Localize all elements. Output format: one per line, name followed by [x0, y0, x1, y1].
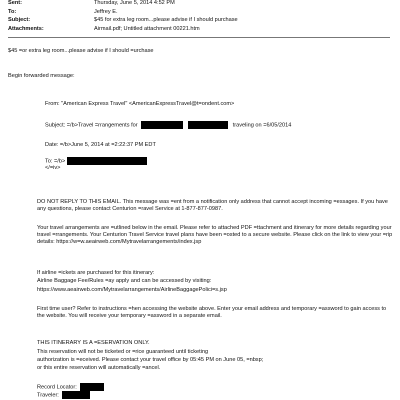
forwarded-from: From: "American Express Travel" <AmericanExpressTravel@t=ondent.com> — [45, 101, 235, 107]
attachments-value: Airmail.pdf; Untitled attachment 00221.htm — [94, 25, 200, 32]
intro-line: $45 =or extra leg room...please advise if I should =urchase — [8, 48, 154, 54]
subject-label: Subject: — [8, 17, 31, 23]
reservation-line-3: authorization is =eceived. Please contact your travel office by 05:45 PM on June 05, =nbsp; — [37, 357, 264, 363]
baggage-line-1: If airline =ickets are purchased for this itinerary: — [37, 270, 155, 276]
forward-begin: Begin forwarded message: — [8, 73, 75, 79]
redaction-block — [141, 121, 183, 129]
to-value: Jeffrey E. — [94, 8, 118, 15]
redaction-block — [188, 121, 228, 129]
redaction-block — [62, 391, 90, 399]
sent-row — [8, 0, 392, 9]
forwarded-to-label: To: =/b> — [45, 158, 66, 165]
forwarded-subject-suffix: traveling on =6/05/2014 — [232, 122, 292, 129]
forwarded-subject — [45, 121, 291, 130]
traveler-label: Traveler: — [37, 392, 59, 399]
redaction-block — [80, 383, 104, 391]
attachments-label: Attachments: — [8, 25, 44, 32]
to-row — [8, 9, 392, 18]
traveler — [37, 391, 90, 400]
notice-paragraph: DO NOT REPLY TO THIS EMAIL. This message was =ent from a notification only address that cannot accept incoming =essages. If you have any questions, please contact Centurion =ravel Service at 1-877-877-0987. — [37, 199, 388, 213]
subject-value: $45 for extra leg room...please advise if I should purchase — [94, 17, 238, 23]
forwarded-date: Date: =/b>June 5, 2014 at =2:22:37 PM EDT — [45, 142, 156, 148]
sent-label: Sent: — [8, 0, 22, 6]
baggage-link[interactable]: https://www.aeairweb.com/Mytravelarrangements/AirlineBaggagePolici=s.jsp — [37, 287, 227, 293]
first-time-user-paragraph: First time user? Refer to instructions =hen accessing the website above. Enter your email address and temporary =assword to gain access to the website. You will receive your temporary =assword in a separate email. — [37, 306, 387, 320]
baggage-line-2: Airline Baggage Fee/Rules =ay apply and can be accessed by visiting: — [37, 278, 212, 284]
forwarded-subject-prefix: Subject: =/b>Travel =rrangements for — [45, 122, 138, 129]
reservation-line-2: This reservation will not be ticketed or =rice guaranteed until ticketing — [37, 349, 209, 355]
reservation-line-4: or this entire reservation will automatically =ancel. — [37, 365, 161, 371]
arrangements-paragraph: Your travel arrangements are =utlined below in the email. Please refer to attached PDF =ttachment and itinerary for more details regarding your travel =rrangements. Your Centurion Travel Service travel plans have been =osted to a secure website. Please click on the link to view your =rip details: https://w=w.aeairweb.com/Mytravelarrangements/index.jsp — [37, 225, 393, 246]
redaction-block — [67, 157, 147, 165]
subject-row — [8, 17, 392, 26]
header-divider — [8, 37, 390, 38]
record-locator-label: Record Locator: — [37, 384, 77, 391]
email-header — [8, 0, 392, 34]
reservation-heading: THIS ITINERARY IS A =ESERVATION ONLY. — [37, 340, 150, 346]
to-label: To: — [8, 8, 17, 15]
attachments-row — [8, 26, 392, 35]
sent-value: Thursday, June 5, 2014 4:52 PM — [94, 0, 175, 6]
forwarded-div-tag: </=iv> — [45, 165, 61, 171]
